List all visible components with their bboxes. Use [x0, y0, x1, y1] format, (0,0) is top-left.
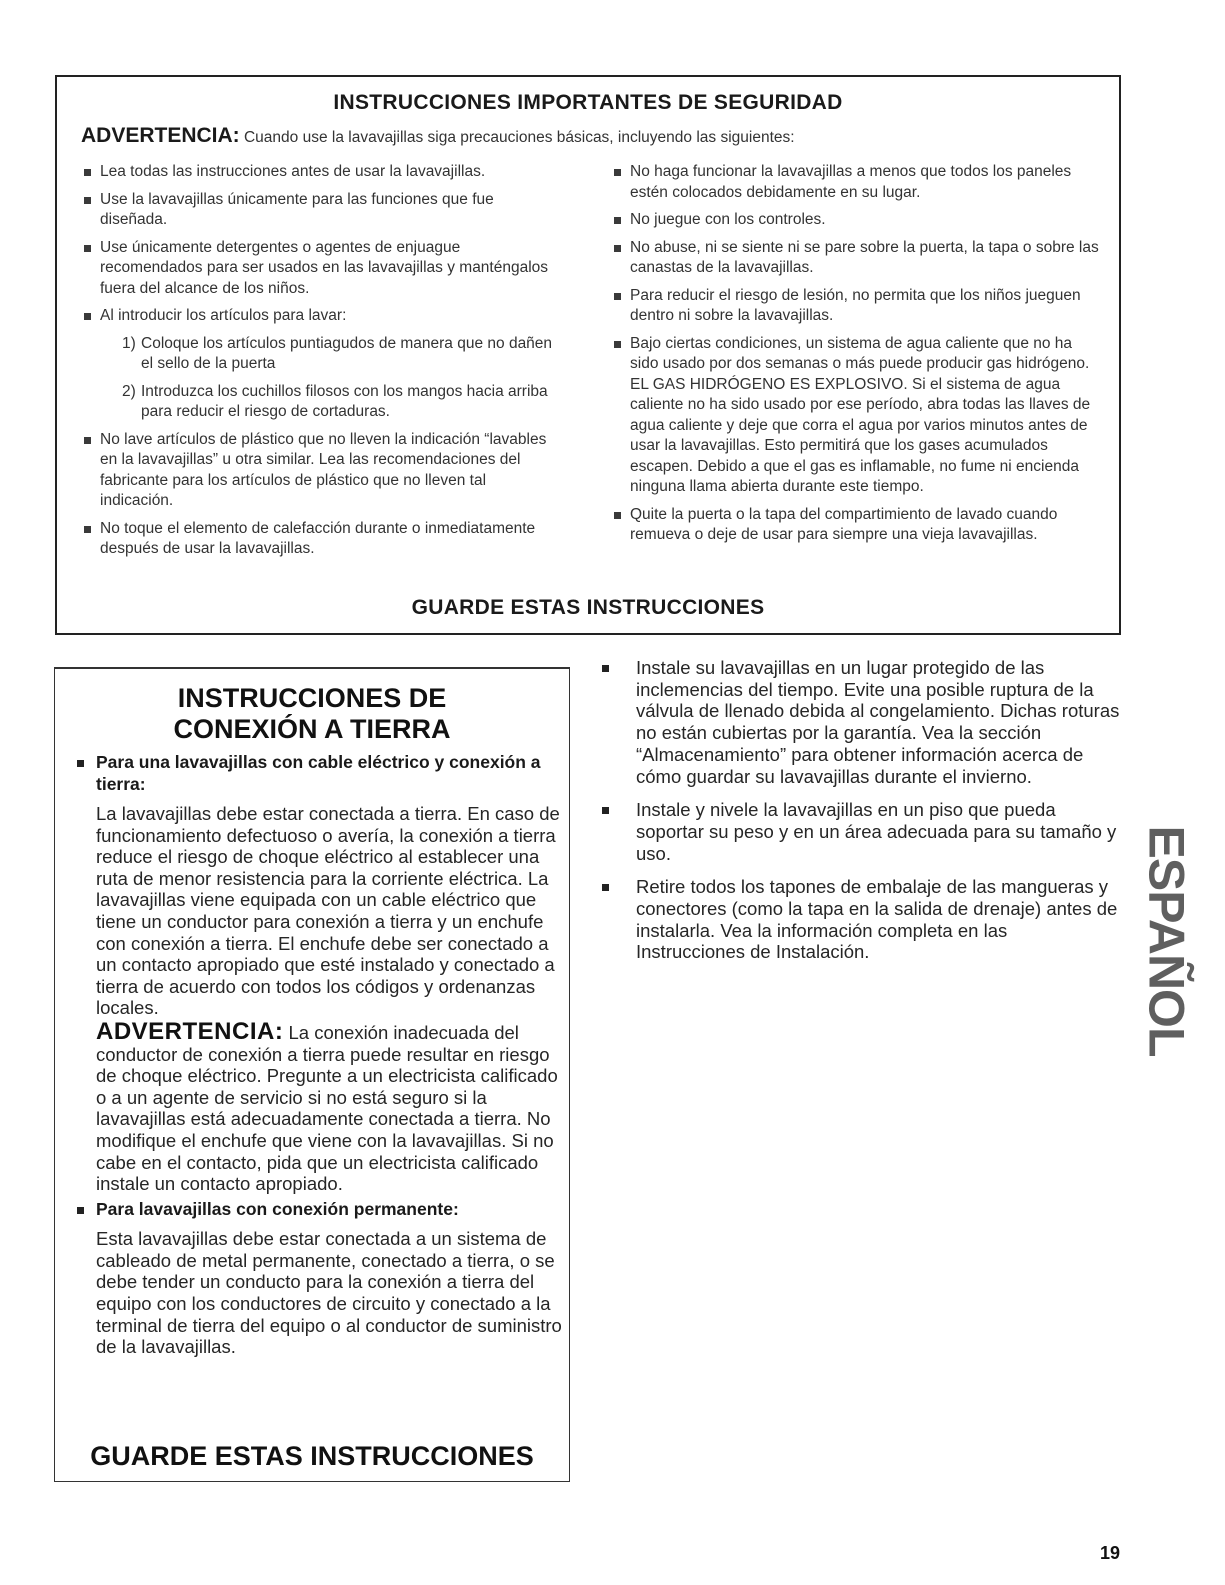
bullet-icon [614, 245, 621, 252]
list-item-text: No abuse, ni se siente ni se pare sobre la puerta, la tapa o sobre las canastas de la lavavajillas. [630, 238, 1099, 276]
bullet-icon [602, 665, 609, 672]
grounding-warning [65, 1017, 563, 1195]
list-item-text: Bajo ciertas condiciones, un sistema de agua caliente que no ha sido usado por dos semanas o más puede producir gas hidrógeno. EL GAS HIDRÓGENO ES EXPLOSIVO. Si el sistema de agua caliente no ha sido usado por ese período, abra todas las llaves de agua caliente y deje que corra el agua por varios minutos antes de usar la lavavajillas. Esto permitirá que los gases acumulados escapen. Debido a que el gas es inflamable, no fume ni encienda ninguna llama abierta durante este tiempo. [630, 334, 1091, 495]
list-item [597, 334, 1102, 498]
sub-item-text: Introduzca los cuchillos filosos con los mangos hacia arriba para reducir el riesgo de cortaduras. [141, 382, 548, 420]
safety-title: INSTRUCCIONES IMPORTANTES DE SEGURIDAD [333, 91, 843, 114]
list-item-text: Lea todas las instrucciones antes de usar la lavavajillas. [100, 163, 486, 180]
list-item-text: Quite la puerta o la tapa del compartimiento de lavado cuando remueva o deje de usar para siempre una vieja lavavajillas. [630, 505, 1058, 543]
list-item [590, 799, 1120, 864]
bullet-icon [602, 807, 609, 814]
bullet-icon [84, 313, 91, 320]
grounding-heading-text: Para lavavajillas con conexión permanente: [96, 1198, 459, 1219]
bullet-icon [77, 1207, 84, 1214]
bullet-icon [614, 341, 621, 348]
bullet-icon [84, 526, 91, 533]
list-item-text: Use únicamente detergentes o agentes de enjuague recomendados para ser usados en las lavavajillas y manténgalos fuera del alcance de los niños. [100, 238, 549, 297]
list-item [67, 190, 557, 231]
bullet-icon [602, 884, 609, 891]
bullet-icon [614, 512, 621, 519]
sub-item-number: 2) [122, 382, 136, 400]
safety-warning [81, 124, 795, 148]
grounding-paragraph: La lavavajillas debe estar conectada a tierra. En caso de funcionamiento defectuoso o avería, la conexión a tierra reduce el riesgo de choque eléctrico al establecer una ruta de menor resistencia para la corriente eléctrica. La lavavajillas viene equipada con un cable eléctrico que tiene un conductor para conexión a tierra y un enchufe con conexión a tierra. El enchufe debe ser conectado a un contacto apropiado que esté instalado y conectado a tierra de acuerdo con todos los códigos y ordenanzas locales. [96, 803, 560, 1019]
grounding-title [55, 683, 569, 745]
grounding-heading [65, 752, 563, 795]
list-item [597, 210, 1102, 231]
list-item [67, 306, 557, 327]
installation-list [590, 657, 1120, 975]
list-item [590, 657, 1120, 787]
bullet-icon [84, 437, 91, 444]
sub-item-text: Coloque los artículos puntiagudos de manera que no dañen el sello de la puerta [141, 334, 553, 372]
bullet-icon [84, 169, 91, 176]
list-item-text: Use la lavavajillas únicamente para las funciones que fue diseñada. [100, 190, 494, 228]
bullet-icon [77, 760, 84, 767]
sub-item-number: 1) [122, 334, 136, 352]
list-item [597, 505, 1102, 546]
grounding-title-line: CONEXIÓN A TIERRA [173, 714, 451, 744]
list-item-text: No haga funcionar la lavavajillas a menos que todos los paneles estén colocados debidamente en su lugar. [630, 163, 1072, 201]
list-item [597, 286, 1102, 327]
bullet-icon [84, 245, 91, 252]
bullet-icon [614, 169, 621, 176]
grounding-footer: GUARDE ESTAS INSTRUCCIONES [90, 1441, 534, 1471]
safety-instructions-box [55, 75, 1121, 635]
language-side-tab [1139, 825, 1194, 1057]
warning-text: La conexión inadecuada del conductor de conexión a tierra puede resultar en riesgo de choque eléctrico. Pregunte a un electricista calificado o a un agente de servicio si no está seguro si la lavavajillas está adecuadamente conectada a tierra. No modifique el enchufe que viene con la lavavajillas. Si no cabe en el contacto, pida que un electricista calificado instale un contacto apropiado. [96, 1021, 558, 1195]
safety-footer: GUARDE ESTAS INSTRUCCIONES [411, 596, 765, 619]
list-item [67, 162, 557, 183]
language-tab-label: ESPAÑOL [1138, 825, 1195, 1057]
list-item-text: No toque el elemento de calefacción durante o inmediatamente después de usar la lavavajillas. [100, 519, 536, 557]
list-item [67, 519, 557, 560]
warning-text: Cuando use la lavavajillas siga precauciones básicas, incluyendo las siguientes: [243, 129, 795, 146]
grounding-paragraph: Esta lavavajillas debe estar conectada a un sistema de cableado de metal permanente, conectado a tierra, o se debe tender un conducto para la conexión a tierra del equipo con los conductores de circuito y conectado a la terminal de tierra del equipo o al conductor de suministro de la lavavajillas. [96, 1228, 562, 1358]
bullet-icon [614, 293, 621, 300]
grounding-title-line: INSTRUCCIONES DE [177, 683, 447, 713]
bullet-icon [614, 217, 621, 224]
safety-right-column [597, 162, 1102, 553]
grounding-instructions-box [54, 667, 570, 1482]
list-item [597, 238, 1102, 279]
list-item-text: Instale su lavavajillas en un lugar protegido de las inclemencias del tiempo. Evite una posible ruptura de la válvula de llenado debida al congelamiento. Dichas roturas no están cubiertas por la garantía. Vea la sección “Almacenamiento” para obtener información acerca de cómo guardar su lavavajillas durante el invierno. [636, 657, 1120, 787]
list-item-text: No juegue con los controles. [630, 211, 826, 228]
list-item-text: Para reducir el riesgo de lesión, no permita que los niños jueguen dentro ni sobre la lavavajillas. [630, 286, 1081, 324]
list-item-text: No lave artículos de plástico que no lleven la indicación “lavables en la lavavajillas” u otra similar. Lea las recomendaciones del fabricante para los artículos de plástico que no lleven tal indicación. [100, 430, 547, 509]
list-item-text: Instale y nivele la lavavajillas en un piso que pueda soportar su peso y en un área adecuada para su tamaño y uso. [636, 799, 1117, 864]
safety-left-column [67, 162, 557, 567]
warning-label: ADVERTENCIA: [96, 1017, 284, 1045]
bullet-icon [84, 197, 91, 204]
list-item [67, 430, 557, 512]
grounding-heading-text: Para una lavavajillas con cable eléctrico y conexión a tierra: [96, 752, 541, 794]
sub-list-item [67, 382, 557, 423]
grounding-body [65, 752, 563, 1360]
warning-label: ADVERTENCIA: [81, 124, 240, 147]
list-item [597, 162, 1102, 203]
list-item [590, 876, 1120, 963]
sub-list-item [67, 334, 557, 375]
list-item-text: Retire todos los tapones de embalaje de las mangueras y conectores (como la tapa en la salida de drenaje) antes de instalarla. Vea la información completa en las Instrucciones de Instalación. [636, 876, 1118, 963]
list-item-text: Al introducir los artículos para lavar: [100, 307, 347, 324]
grounding-heading [65, 1199, 563, 1221]
list-item [67, 238, 557, 300]
page-number: 19 [1100, 1543, 1121, 1563]
